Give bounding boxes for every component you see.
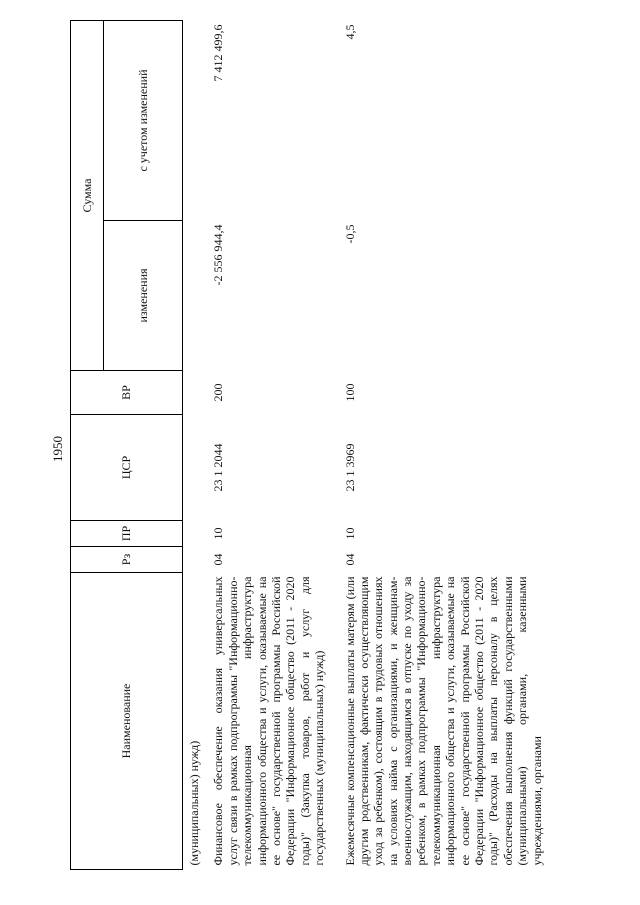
row-csr: 23 1 2044 [211,443,226,492]
header-csr: ЦСР [71,415,183,521]
row-change: -0,5 [342,224,357,244]
row-csr: 23 1 3969 [342,443,357,492]
row-rz: 04 [211,553,226,566]
page-number: 1950 [50,436,65,462]
header-vr: ВР [71,371,183,415]
continuation-text: (муниципальных) нужд) [187,740,201,866]
header-change: изменения [104,221,183,371]
row-pr: 10 [342,527,357,540]
row-name: Финансовое обеспечение оказания универсальных услуг связи в рамках подпрограммы "Информационно-телекоммуникационная инфраструктура информационного общества и услуги, оказываемые на ее основе" государственной программы Российской Федерации "Информационное общество (2011 - 2020 годы)" (Закупка товаров, работ и услуг для государственных (муниципальных) нужд) [211,576,327,866]
header-sum: Сумма [71,21,104,371]
header-pr: ПР [71,521,183,547]
header-rz: Рз [71,547,183,573]
row-rz: 04 [342,553,357,566]
header-name: Наименование [71,573,183,870]
row-change: -2 556 944,4 [211,224,226,286]
row-vr: 100 [342,383,357,402]
row-with-change: 7 412 499,6 [211,24,226,82]
table-row [209,21,340,870]
row-name: Ежемесячные компенсационные выплаты матерям (или другим родственникам, фактически осуществляющим уход за ребенком), состоящим в трудовых отношениях на условиях найма с организациями, и женщинам-военнослужащим, находящимся в отпуске по уходу за ребенком, в рамках подпрограммы "Информационно-телекоммуникационная инфраструктура информационного общества и услуги, оказываемые на ее основе" государственной программы Российской Федерации "Информационное общество (2011 - 2020 годы)" (Расходы на выплаты персоналу в целях обеспечения выполнения функций государственными (муниципальными) органами, казенными учреждениями, органами [342,576,544,866]
budget-table [70,20,558,870]
row-with-change: 4,5 [342,24,357,40]
header-with-change: с учетом изменений [104,21,183,221]
row-pr: 10 [211,527,226,540]
table-row [341,21,558,870]
row-vr: 200 [211,383,226,402]
